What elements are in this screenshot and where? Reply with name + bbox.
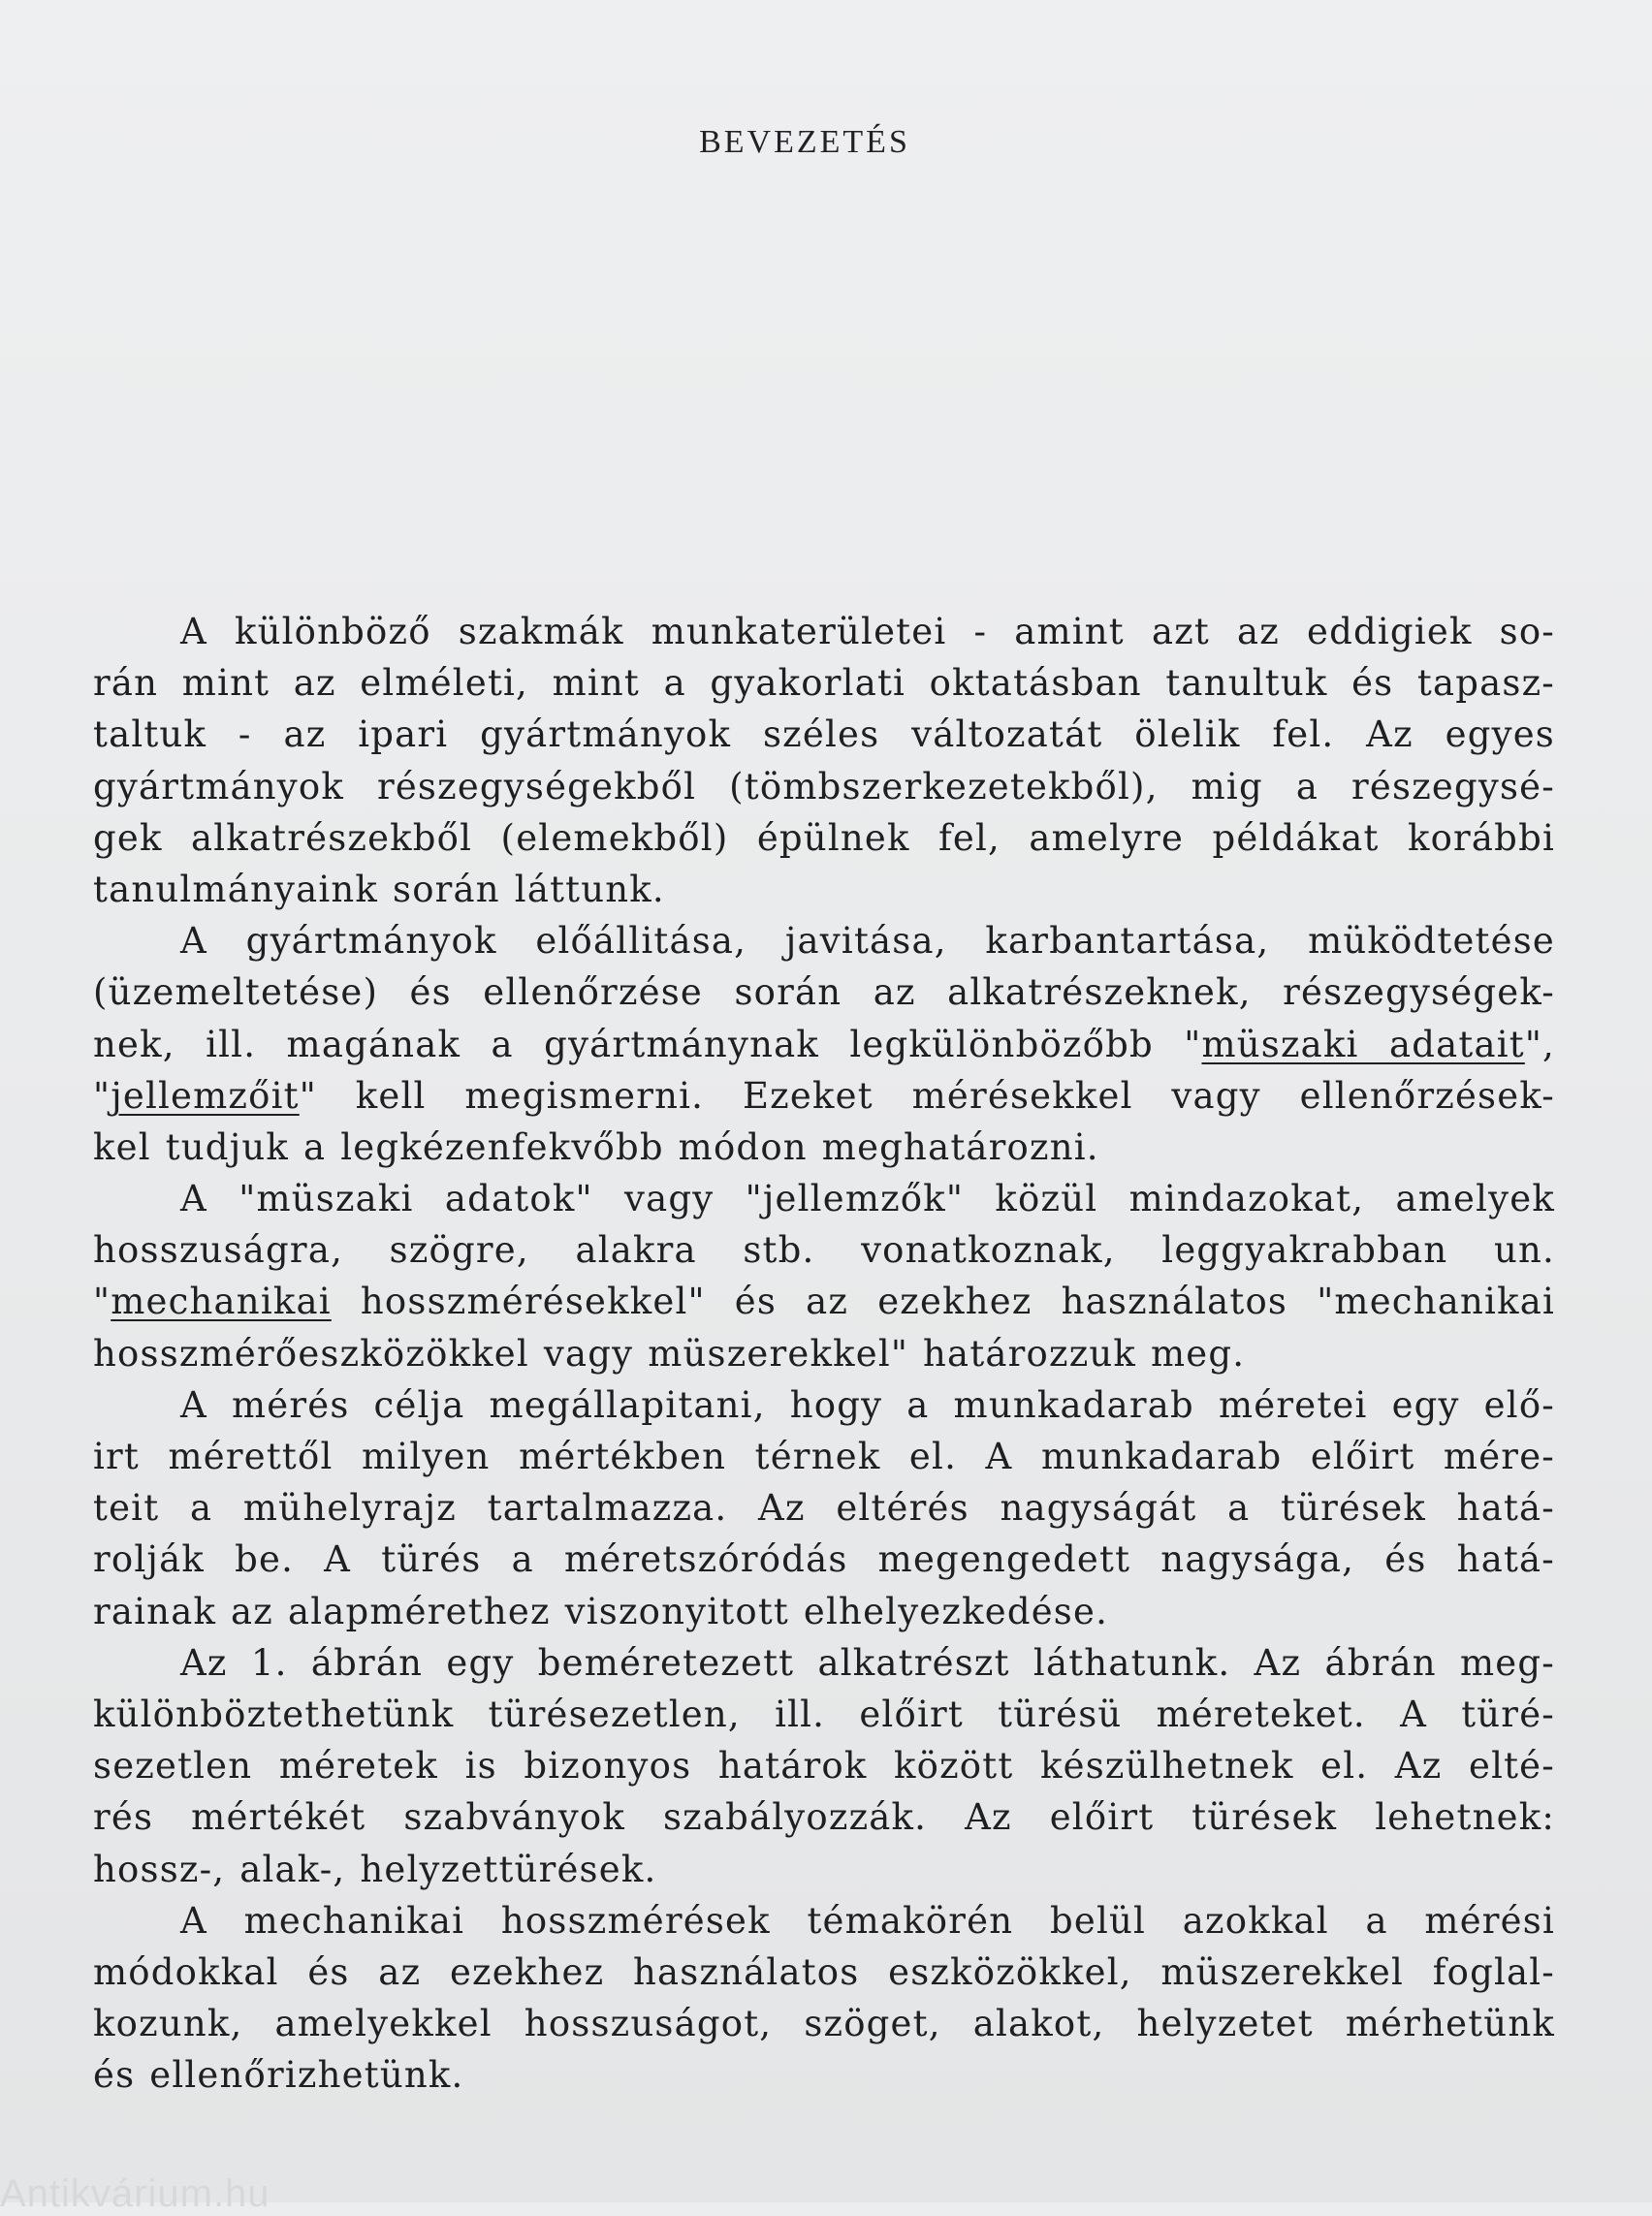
text-segment: " <box>93 1281 111 1323</box>
text-segment: és ellenőrizhetünk. <box>93 2054 464 2097</box>
text-line <box>93 1224 1555 1276</box>
text-segment: teit a mühelyrajz tartalmazza. Az eltérés nagyságát a türések hatá- <box>93 1487 1555 1530</box>
text-segment: rolják be. A türés a méretszóródás megengedett nagysága, és hatá- <box>93 1538 1555 1581</box>
text-segment: A különböző szakmák munkaterületei - amint azt az eddigiek so- <box>180 611 1555 652</box>
text-segment: gek alkatrészekből (elemekből) épülnek fel, amelyre példákat korábbi <box>93 816 1555 859</box>
text-line <box>93 966 1555 1018</box>
body-text <box>93 606 1555 2101</box>
text-segment: sezetlen méretek is bizonyos határok között készülhetnek el. Az elté- <box>93 1745 1555 1788</box>
text-segment: (üzemeltetése) és ellenőrzése során az alkatrészeknek, részegységek- <box>93 971 1555 1014</box>
paragraph <box>93 915 1555 1173</box>
text-segment: hosszmérőeszközökkel vagy müszerekkel" határozzuk meg. <box>93 1332 1246 1375</box>
text-segment: rán mint az elméleti, mint a gyakorlati oktatásban tanultuk és tapasz- <box>93 662 1555 705</box>
text-segment: gyártmányok részegységekből (tömbszerkezetekből), mig a részegysé- <box>93 765 1555 807</box>
paragraph <box>93 1379 1555 1637</box>
text-segment: taltuk - az ipari gyártmányok széles változatát ölelik fel. Az egyes <box>93 713 1555 756</box>
text-line <box>93 1070 1555 1122</box>
paragraph <box>93 1895 1555 2102</box>
text-line <box>93 1534 1555 1585</box>
text-line <box>93 1791 1555 1843</box>
text-line <box>93 1276 1555 1327</box>
text-segment: módokkal és az ezekhez használatos eszközökkel, müszerekkel foglal- <box>93 1950 1555 1993</box>
text-line <box>93 1998 1555 2049</box>
underlined-term: jellemzőit <box>111 1074 300 1117</box>
text-segment: A mérés célja megállapitani, hogy a munkadarab méretei egy elő- <box>180 1383 1555 1426</box>
text-segment: nek, ill. magának a gyártmánynak legkülönbözőbb " <box>93 1023 1202 1065</box>
text-line <box>93 1689 1555 1740</box>
text-line <box>93 1637 1555 1689</box>
text-segment: hossz-, alak-, helyzettürések. <box>93 1848 657 1890</box>
text-segment: hosszmérésekkel" és az ezekhez használatos "mechanikai <box>331 1281 1555 1323</box>
text-segment: A mechanikai hosszmérések témakörén belül azokkal a mérési <box>180 1899 1555 1942</box>
text-line <box>93 1740 1555 1791</box>
underlined-term: mechanikai <box>111 1281 332 1323</box>
text-line <box>93 2049 1555 2101</box>
page-title: BEVEZETÉS <box>699 124 910 160</box>
text-line <box>93 657 1555 709</box>
text-segment: " kell megismerni. Ezeket mérésekkel vagy ellenőrzések- <box>299 1074 1555 1117</box>
text-line <box>93 761 1555 812</box>
text-line <box>93 1379 1555 1431</box>
text-line <box>93 1895 1555 1947</box>
text-line <box>93 812 1555 864</box>
text-line <box>93 709 1555 760</box>
text-segment: kozunk, amelyekkel hosszuságot, szöget, alakot, helyzetet mérhetünk <box>93 2003 1555 2045</box>
text-line <box>93 864 1555 915</box>
text-segment: A "müszaki adatok" vagy "jellemzők" közül mindazokat, amelyek <box>180 1178 1555 1220</box>
text-segment: rés mértékét szabványok szabályozzák. Az előirt türések lehetnek: <box>93 1796 1555 1839</box>
text-line <box>93 1844 1555 1895</box>
text-segment: hosszuságra, szögre, alakra stb. vonatkoznak, leggyakrabban un. <box>93 1229 1555 1272</box>
text-segment: különböztethetünk türésezetlen, ill. előirt türésü méreteket. A türé- <box>93 1693 1555 1735</box>
text-segment: " <box>93 1074 111 1117</box>
text-line <box>93 1328 1555 1379</box>
text-line <box>93 1947 1555 1998</box>
text-segment: Az 1. ábrán egy beméretezett alkatrészt láthatunk. Az ábrán meg- <box>180 1641 1555 1684</box>
paragraph <box>93 1637 1555 1895</box>
text-line <box>93 1019 1555 1070</box>
text-line <box>93 1173 1555 1224</box>
text-segment: irt mérettől milyen mértékben térnek el. A munkadarab előirt mére- <box>93 1436 1555 1477</box>
text-line <box>93 1586 1555 1637</box>
text-segment: ", <box>1524 1023 1556 1065</box>
text-line <box>93 1122 1555 1173</box>
text-line <box>93 1482 1555 1534</box>
text-segment: tanulmányaink során láttunk. <box>93 868 665 910</box>
text-segment: A gyártmányok előállitása, javitása, karbantartása, müködtetése <box>180 920 1555 963</box>
watermark: Antikvárium.hu <box>0 2172 270 2215</box>
text-segment: kel tudjuk a legkézenfekvőbb módon meghatározni. <box>93 1125 1099 1168</box>
text-line <box>93 915 1555 966</box>
text-line <box>93 1431 1555 1482</box>
paragraph <box>93 606 1555 915</box>
paragraph <box>93 1173 1555 1379</box>
text-line <box>93 606 1555 657</box>
text-segment: rainak az alapmérethez viszonyitott elhelyezkedése. <box>93 1590 1109 1632</box>
underlined-term: müszaki adatait <box>1201 1023 1525 1065</box>
